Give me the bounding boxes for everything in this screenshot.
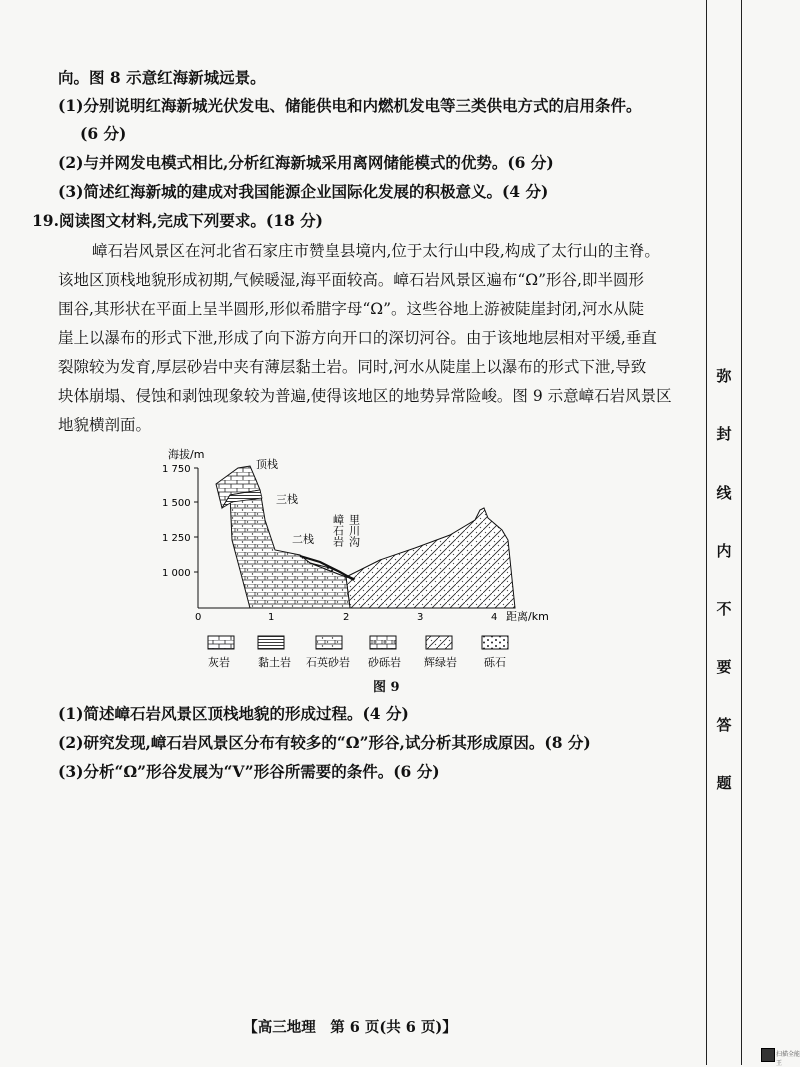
seal-char: 线: [716, 484, 732, 502]
legend-swatch-diabase: [426, 636, 452, 649]
q19-sub2: (2)研究发现,嶂石岩风景区分布有较多的“Ω”形谷,试分析其形成原因。(8 分): [58, 733, 591, 752]
seal-char: 封: [716, 425, 732, 443]
x-tick-label: 1: [268, 612, 275, 623]
q19-sub3: (3)分析“Ω”形谷发展为“V”形谷所需要的条件。(6 分): [58, 762, 440, 781]
label-second-ledge: 二栈: [292, 533, 314, 546]
y-tick-label: 1 750: [162, 464, 191, 475]
margin-line-outer: [741, 0, 742, 1065]
x-tick-label: 3: [417, 612, 424, 623]
legend-swatch-pebble: [482, 636, 508, 649]
q19-paragraph-line: 围谷,其形状在平面上呈半圆形,形似希腊字母“Ω”。这些谷地上游被陡崖封闭,河水从陡: [58, 300, 644, 318]
seal-char: 答: [716, 716, 732, 734]
x-tick-label: 2: [343, 612, 350, 623]
q18-sub1-score: (6 分): [80, 124, 127, 143]
legend-swatch-quartz: [316, 636, 342, 649]
q19-heading: 19.阅读图文材料,完成下列要求。(18 分): [32, 211, 323, 230]
page-footer: 【高三地理 第 6 页(共 6 页)】: [243, 1019, 457, 1036]
legend-label: 石英砂岩: [306, 656, 350, 669]
y-axis-label: 海拔/m: [168, 448, 205, 461]
q19-sub1: (1)简述嶂石岩风景区顶栈地貌的形成过程。(4 分): [58, 704, 409, 723]
x-tick-label: 0: [195, 612, 202, 623]
legend-swatch-gravel-sandstone: [370, 636, 396, 649]
scanner-watermark: 扫描全能王: [776, 1051, 800, 1067]
y-tick-label: 1 000: [162, 568, 191, 579]
legend-label: 辉绿岩: [424, 656, 457, 669]
label-place-left: 嶂石岩: [331, 514, 345, 547]
legend-swatch-limestone: [208, 636, 234, 649]
seal-char: 弥: [716, 367, 732, 385]
q19-paragraph-line: 裂隙较为发育,厚层砂岩中夹有薄层黏土岩。同时,河水从陡崖上以瀑布的形式下泄,导致: [58, 358, 647, 376]
seal-char: 要: [716, 658, 732, 676]
quartz-sandstone-body: [230, 490, 350, 608]
diabase-slope: [346, 508, 515, 608]
q19-paragraph-line: 该地区顶栈地貌形成初期,气候暖湿,海平面较高。嶂石岩风景区遍布“Ω”形谷,即半圆形: [58, 271, 644, 289]
cross-section-figure: [150, 440, 580, 670]
q19-paragraph-line: 地貌横剖面。: [58, 416, 152, 434]
qr-code-icon: [761, 1048, 775, 1062]
y-tick-label: 1 250: [162, 533, 191, 544]
q19-paragraph-line: 块体崩塌、侵蚀和剥蚀现象较为普遍,使得该地区的地势异常险峻。图 9 示意嶂石岩风景区: [58, 387, 672, 405]
legend-label: 灰岩: [208, 656, 230, 669]
legend-label: 砂砾岩: [368, 656, 401, 669]
q18-sub1: (1)分别说明红海新城光伏发电、储能供电和内燃机发电等三类供电方式的启用条件。: [58, 96, 642, 115]
q19-paragraph-line: 嶂石岩风景区在河北省石家庄市赞皇县境内,位于太行山中段,构成了太行山的主脊。: [92, 242, 660, 260]
legend-label: 黏土岩: [258, 656, 291, 669]
seal-char: 不: [716, 600, 732, 618]
label-place-right: 里川沟: [347, 514, 361, 547]
label-top-ledge: 顶栈: [256, 458, 278, 471]
x-axis-label: 距离/km: [506, 610, 549, 623]
intro-tail-text: 向。图 8 示意红海新城远景。: [58, 68, 266, 87]
legend-swatch-clay: [258, 636, 284, 649]
seal-char: 内: [716, 542, 732, 560]
q19-paragraph-line: 崖上以瀑布的形式下泄,形成了向下游方向开口的深切河谷。由于该地地层相对平缓,垂直: [58, 329, 657, 347]
q18-sub2: (2)与并网发电模式相比,分析红海新城采用离网储能模式的优势。(6 分): [58, 153, 554, 172]
label-third-ledge: 三栈: [276, 493, 298, 506]
margin-line-inner: [706, 0, 707, 1065]
x-tick-label: 4: [491, 612, 498, 623]
y-tick-label: 1 500: [162, 498, 191, 509]
q18-sub3: (3)简述红海新城的建成对我国能源企业国际化发展的积极意义。(4 分): [58, 182, 549, 201]
legend-label: 砾石: [484, 656, 506, 669]
seal-char: 题: [716, 774, 732, 792]
figure-caption: 图 9: [373, 680, 400, 695]
